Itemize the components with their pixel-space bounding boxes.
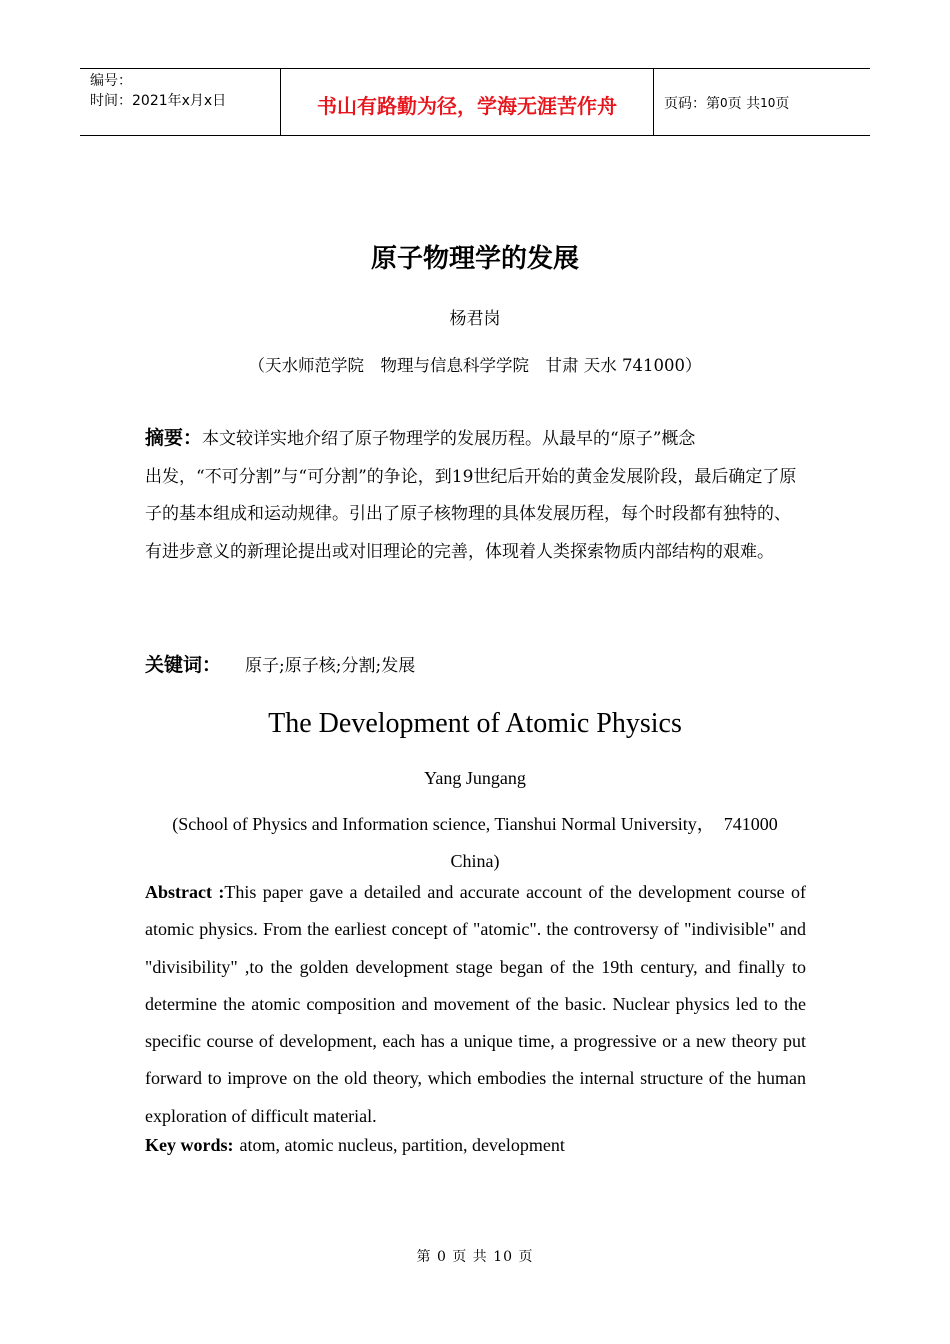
keywords-cn-label: 关键词： xyxy=(145,654,222,676)
page-total: 10 xyxy=(760,96,776,110)
page-prefix: 页码：第 xyxy=(664,96,720,112)
abstract-cn xyxy=(145,420,806,571)
header-motto: 书山有路勤为径，学海无涯苦作舟 xyxy=(281,69,654,135)
author-en: Yang Jungang xyxy=(424,768,526,788)
keywords-cn-value: 原子;原子核;分割;发展 xyxy=(245,656,416,676)
abstract-cn-text: 出发，“不可分割”与“可分割”的争论，到19世纪后开始的黄金发展阶段，最后确定了原子的基本组成和运动规律。引出了原子核物理的具体发展历程，每个时段都有独特的、有进步意义的新理论提出或对旧理论的完善，体现着人类探索物质内部结构的艰难。 xyxy=(145,466,797,562)
abstract-cn-first-line xyxy=(145,420,806,459)
time-label: 时间：2021年x月x日 xyxy=(90,93,227,109)
affiliation-cn: （天水师范学院 物理与信息科学学院 甘肃 天水 741000） xyxy=(248,356,702,375)
author-cn: 杨君岗 xyxy=(449,309,501,329)
page-current: 0 xyxy=(720,96,728,110)
affiliation-en-line2: China) xyxy=(450,851,500,871)
keywords-en-label: Key words: xyxy=(145,1135,234,1155)
affiliation-en-line1: (School of Physics and Information science, Tianshui Normal University， 741000 xyxy=(172,814,778,834)
abstract-en-text: This paper gave a detailed and accurate account of the development course of atomic physics. From the earliest concept of "atomic". the controversy of "indivisible" and "divisibility" ,to the golden development stage began of the 19th century, and finally to determine the atomic composition and movement of the basic. Nuclear physics led to the specific course of development, each has a unique time, a progressive or a new theory put forward to improve on the old theory, which embodies the internal structure of the human exploration of difficult material. xyxy=(145,882,806,1126)
page-footer: 第 0 页 共 10 页 xyxy=(416,1249,534,1265)
affiliation-en xyxy=(0,806,950,880)
keywords-en-value: atom, atomic nucleus, partition, development xyxy=(239,1135,565,1155)
page-suffix: 页 xyxy=(775,96,790,112)
keywords-cn xyxy=(145,650,806,677)
header-page-info xyxy=(654,69,870,135)
abstract-cn-line1: 本文较详实地介绍了原子物理学的发展历程。从最早的“原子”概念 xyxy=(202,429,696,449)
keywords-en xyxy=(145,1135,806,1156)
serial-label: 编号： xyxy=(90,73,132,89)
page-title-en: The Development of Atomic Physics xyxy=(268,708,682,739)
abstract-cn-label: 摘要： xyxy=(145,427,203,449)
abstract-en-label: Abstract : xyxy=(145,882,225,902)
page-title-cn: 原子物理学的发展 xyxy=(370,244,579,274)
document-header xyxy=(80,68,870,136)
header-meta xyxy=(80,69,281,135)
abstract-en xyxy=(145,874,806,1135)
page-mid: 页 共 xyxy=(727,96,761,112)
